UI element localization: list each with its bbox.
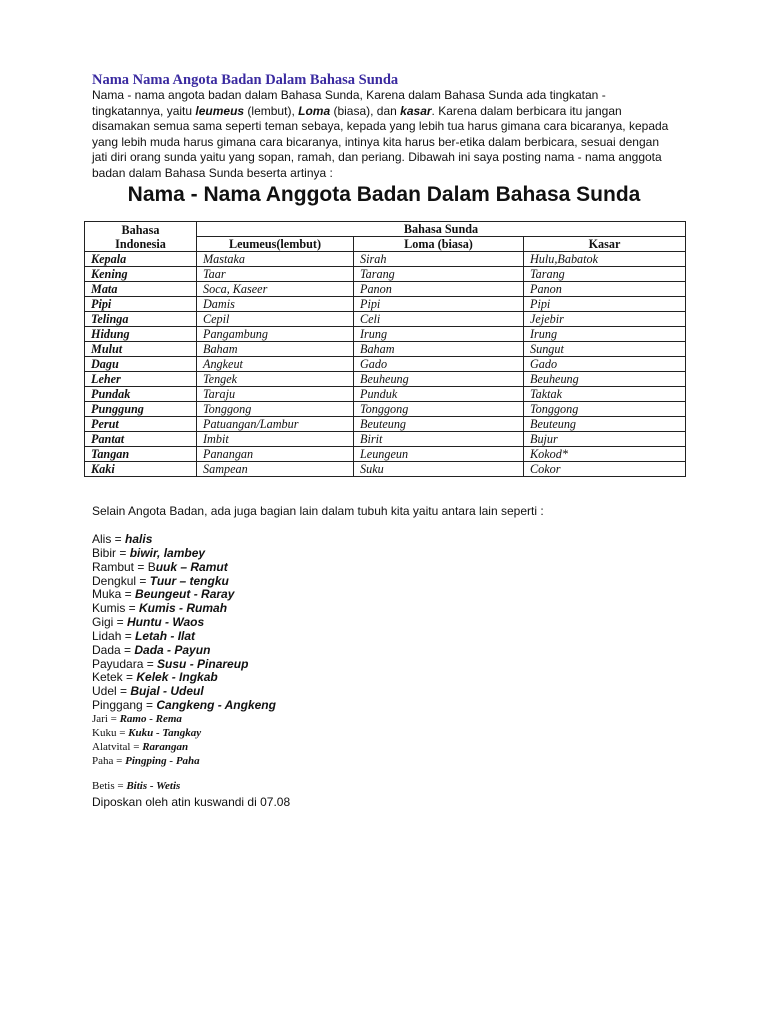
table-row [85,327,686,342]
cell-leumeus: Angkeut [197,357,354,372]
table-row [85,462,686,477]
extra-item-translation: Susu - Pinareup [157,656,249,671]
extra-item-payudara [92,658,276,672]
extra-item-pinggang [92,699,276,713]
table-row [85,417,686,432]
cell-loma: Beuheung [354,372,524,387]
cell-leumeus: Damis [197,297,354,312]
extra-item-label: Pinggang = [92,698,157,713]
extra-item-label: Muka = [92,587,136,602]
extra-item-kumis [92,602,276,616]
table-row [85,267,686,282]
extra-item-alatvital [92,741,276,755]
cell-indonesia: Kaki [85,462,197,477]
cell-leumeus: Panangan [197,447,354,462]
extra-item-translation: Dada - Payun [134,642,211,657]
cell-leumeus: Patuangan/Lambur [197,417,354,432]
extra-item-label: Kumis = [92,601,140,616]
table-row [85,447,686,462]
cell-indonesia: Tangan [85,447,197,462]
cell-kasar: Gado [524,357,686,372]
table-row [85,357,686,372]
header-kasar: Kasar [524,237,686,252]
cell-leumeus: Taar [197,267,354,282]
extra-item-translation: Bitis - Wetis [126,780,181,793]
extra-item-label: Betis = [92,780,127,793]
cell-indonesia: Punggung [85,402,197,417]
extra-item-betis [92,780,276,794]
extra-item-label: Udel = [92,684,131,699]
cell-kasar: Beuteung [524,417,686,432]
extra-item-jari [92,713,276,727]
table-row [85,297,686,312]
cell-indonesia: Telinga [85,312,197,327]
cell-leumeus: Cepil [197,312,354,327]
cell-indonesia: Pundak [85,387,197,402]
extra-item-bibir [92,547,276,561]
cell-leumeus: Taraju [197,387,354,402]
intro-emphasis: leumeus [195,103,245,118]
cell-loma: Sirah [354,252,524,267]
cell-loma: Panon [354,282,524,297]
extra-item-kuku [92,727,276,741]
cell-indonesia: Kening [85,267,197,282]
extra-item-alis [92,533,276,547]
intro-paragraph [92,88,672,181]
cell-kasar: Taktak [524,387,686,402]
cell-indonesia: Mulut [85,342,197,357]
cell-loma: Pipi [354,297,524,312]
cell-leumeus: Pangambung [197,327,354,342]
cell-loma: Suku [354,462,524,477]
intro-emphasis: Loma [298,103,331,118]
cell-leumeus: Tonggong [197,402,354,417]
extra-item-translation: Bujal - Udeul [130,684,204,699]
extra-item-label: Ketek = [92,670,137,685]
post-heading: Nama Nama Angota Badan Dalam Bahasa Sunda [92,72,399,88]
cell-indonesia: Kepala [85,252,197,267]
extra-item-label: Rambut = B [92,559,156,574]
extra-item-translation: Beungeut - Raray [135,587,235,602]
cell-indonesia: Hidung [85,327,197,342]
extra-item-label: Lidah = [92,628,136,643]
extra-item-label: Paha = [92,754,126,767]
cell-kasar: Tarang [524,267,686,282]
cell-indonesia: Dagu [85,357,197,372]
intro-text: (lembut), [244,103,299,118]
cell-loma: Gado [354,357,524,372]
extra-item-label: Alis = [92,532,126,546]
cell-kasar: Bujur [524,432,686,447]
extra-item-dada [92,644,276,658]
header-bahasa-label: Bahasa [121,222,160,237]
post-footer: Diposkan oleh atin kuswandi di 07.08 [92,795,291,809]
table-row [85,312,686,327]
extra-item-translation: Cangkeng - Angkeng [156,698,276,713]
extra-item-translation: halis [125,532,153,546]
extra-item-translation: Ramo - Rema [119,712,182,725]
cell-loma: Celi [354,312,524,327]
cell-indonesia: Pantat [85,432,197,447]
cell-loma: Leungeun [354,447,524,462]
header-loma: Loma (biasa) [354,237,524,252]
extra-item-ketek [92,671,276,685]
extra-item-muka [92,588,276,602]
intro-emphasis: kasar [400,103,432,118]
cell-leumeus: Soca, Kaseer [197,282,354,297]
cell-loma: Tarang [354,267,524,282]
extra-item-translation: Rarangan [142,740,189,753]
cell-leumeus: Sampean [197,462,354,477]
cell-loma: Tonggong [354,402,524,417]
cell-indonesia: Leher [85,372,197,387]
cell-indonesia: Mata [85,282,197,297]
extra-item-dengkul [92,575,276,589]
cell-kasar: Hulu,Babatok [524,252,686,267]
body-parts-table [84,221,686,477]
cell-kasar: Kokod* [524,447,686,462]
extra-item-translation: Pingping - Paha [125,754,200,767]
extra-item-udel [92,685,276,699]
extra-item-translation: Kelek - Ingkab [136,670,218,685]
extra-parts-list [92,533,276,794]
cell-loma: Birit [354,432,524,447]
extra-item-lidah [92,630,276,644]
cell-kasar: Beuheung [524,372,686,387]
cell-kasar: Sungut [524,342,686,357]
extra-item-label: Payudara = [92,656,158,671]
cell-indonesia: Perut [85,417,197,432]
extra-item-paha [92,755,276,769]
extra-item-rambut [92,561,276,575]
cell-leumeus: Tengek [197,372,354,387]
cell-kasar: Tonggong [524,402,686,417]
extra-item-translation: Letah - Ilat [135,628,196,643]
table-row [85,402,686,417]
table-row [85,252,686,267]
intro-text: . Karena dalam berbicara itu jangan disamakan semua sama seperti teman sebaya, kepada yang lebih tua harus gimana cara bicaranya, kepada yang lebih muda harus gimana cara bicaranya, intinya kita harus ber-etika dalam berbicara, sesuai dengan jati diri orang sunda yaitu yang sopan, ramah, dan periang. Dibawah ini saya posting nama - nama anggota badan dalam Bahasa Sunda beserta artinya : [92,103,669,180]
extra-item-translation: Tuur – tengku [149,573,229,588]
extra-item-label: Dengkul = [92,573,150,588]
cell-kasar: Irung [524,327,686,342]
table-row [85,372,686,387]
table-row [85,282,686,297]
cell-leumeus: Baham [197,342,354,357]
extra-item-label: Alatvital = [92,740,143,753]
extra-item-label: Dada = [92,642,135,657]
extra-item-label: Bibir = [92,545,130,560]
header-leumeus: Leumeus(lembut) [197,237,354,252]
header-bahasa-sunda: Bahasa Sunda [197,222,686,237]
header-indonesia-label: Indonesia [115,236,166,251]
cell-kasar: Cokor [524,462,686,477]
extra-item-translation: Huntu - Waos [127,615,205,630]
cell-kasar: Panon [524,282,686,297]
cell-leumeus: Imbit [197,432,354,447]
extra-item-translation: Kumis - Rumah [139,601,228,616]
cell-kasar: Pipi [524,297,686,312]
cell-kasar: Jejebir [524,312,686,327]
extra-item-gigi [92,616,276,630]
extra-item-translation: Kuku - Tangkay [128,726,202,739]
table-row [85,342,686,357]
header-bahasa-indonesia [85,222,197,252]
cell-loma: Beuteung [354,417,524,432]
cell-indonesia: Pipi [85,297,197,312]
extra-item-translation: biwir, lambey [129,545,206,560]
extra-item-label: Gigi = [92,615,128,630]
table-title: Nama - Nama Anggota Badan Dalam Bahasa Sunda [127,183,641,206]
extra-item-translation: uuk – Ramut [155,559,228,574]
extra-item-label: Jari = [92,712,120,725]
cell-loma: Baham [354,342,524,357]
intro-text: Nama - nama angota badan dalam Bahasa Sunda, Karena dalam Bahasa Sunda ada tingkatan - tingkatannya, yaitu [92,88,606,118]
intro-text: (biasa), dan [330,103,401,118]
extra-item-label: Kuku = [92,726,129,739]
cell-loma: Irung [354,327,524,342]
table-row [85,432,686,447]
extra-parts-intro: Selain Angota Badan, ada juga bagian lain dalam tubuh kita yaitu antara lain seperti : [92,504,544,518]
table-row [85,387,686,402]
cell-loma: Punduk [354,387,524,402]
cell-leumeus: Mastaka [197,252,354,267]
